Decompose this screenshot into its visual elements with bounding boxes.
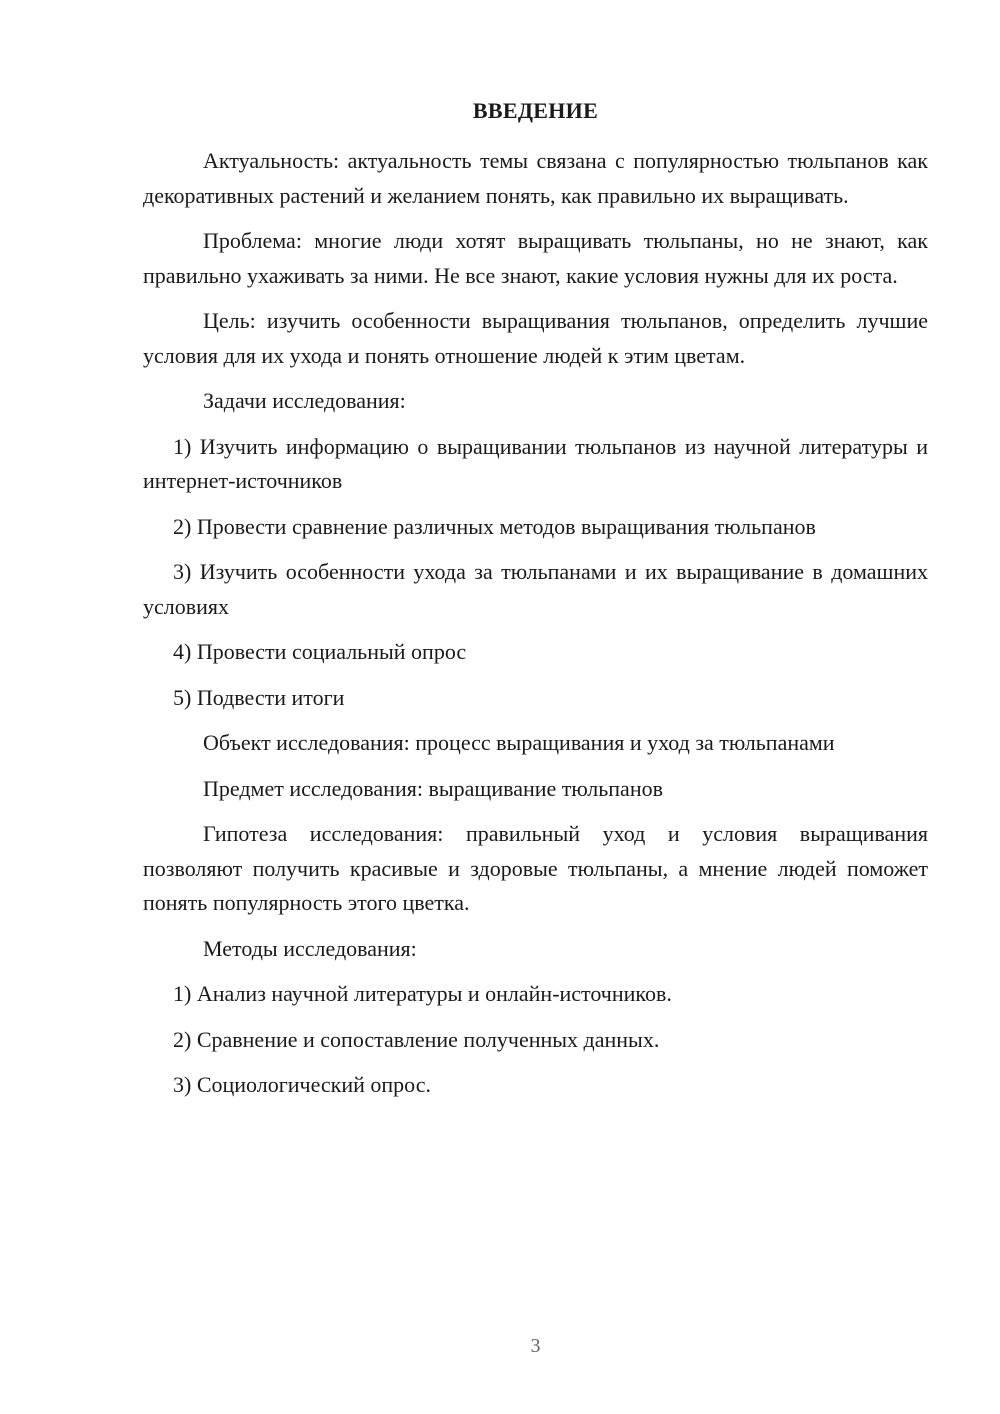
paragraph-subject: Предмет исследования: выращивание тюльпанов — [203, 775, 663, 801]
document-page — [143, 0, 928, 1414]
list-item-task-2: 2) Провести сравнение различных методов выращивания тюльпанов — [173, 513, 816, 539]
page-number: 3 — [530, 1335, 541, 1357]
list-item-method-3: 3) Социологический опрос. — [173, 1072, 431, 1097]
paragraph-problem: Проблема: многие люди хотят выращивать тюльпаны, но не знают, как правильно ухаживать за ними. Не все знают, какие условия нужны для их роста. — [143, 228, 928, 288]
list-item-task-3: 3) Изучить особенности ухода за тюльпанами и их выращивание в домашних условиях — [143, 559, 928, 619]
list-item-method-2: 2) Сравнение и сопоставление полученных данных. — [173, 1026, 660, 1052]
paragraph-object: Объект исследования: процесс выращивания и уход за тюльпанами — [203, 730, 835, 755]
list-item-task-1: 1) Изучить информацию о выращивании тюльпанов из научной литературы и интернет-источников — [143, 433, 928, 493]
paragraph-tasks-heading: Задачи исследования: — [203, 388, 406, 413]
list-item-method-1: 1) Анализ научной литературы и онлайн-источников. — [173, 981, 672, 1006]
list-item-task-4: 4) Провести социальный опрос — [173, 639, 467, 664]
paragraph-goal: Цель: изучить особенности выращивания тюльпанов, определить лучшие условия для их ухода и понять отношение людей к этим цветам. — [143, 308, 928, 368]
section-title: ВВЕДЕНИЕ — [472, 98, 599, 123]
list-item-task-5: 5) Подвести итоги — [173, 684, 345, 710]
paragraph-relevance: Актуальность: актуальность темы связана с популярностью тюльпанов как декоративных растений и желанием понять, как правильно их выращивать. — [143, 148, 928, 208]
paragraph-methods-heading: Методы исследования: — [203, 935, 417, 961]
section-body — [143, 144, 928, 1114]
paragraph-hypothesis: Гипотеза исследования: правильный уход и условия выращивания позволяют получить красивые и здоровые тюльпаны, а мнение людей поможет понять популярность этого цветка. — [143, 821, 928, 915]
